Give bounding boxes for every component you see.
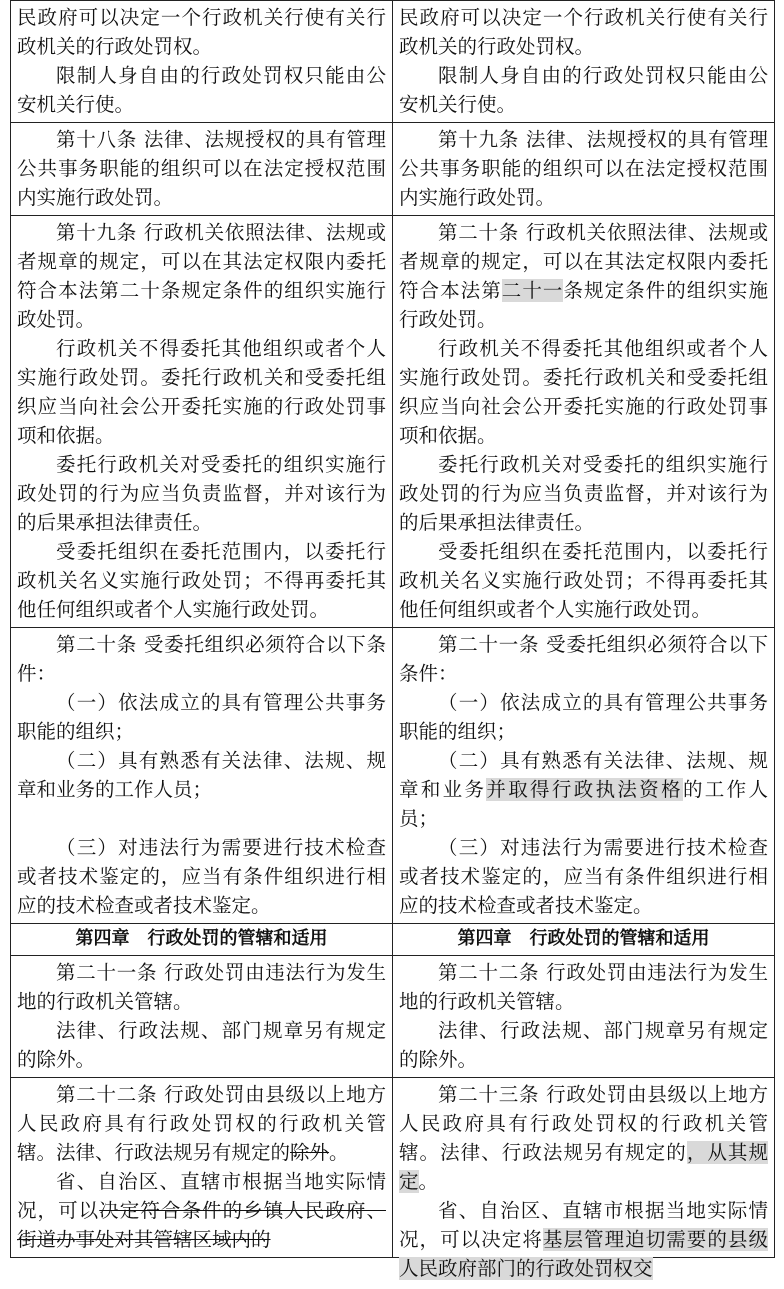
article-20-old-p2: （一）依法成立的具有管理公共事务职能的组织； xyxy=(17,691,386,743)
article-21-new-p2: （一）依法成立的具有管理公共事务职能的组织； xyxy=(399,691,768,743)
paragraph: 限制人身自由的行政处罚权只能由公安机关行使。 xyxy=(399,64,768,116)
text-span: 条规定条件的组织实施行政处罚。 xyxy=(399,279,768,331)
text-span: 省、自治区、直辖市根据当地实际情况，可以 xyxy=(17,1170,386,1222)
text-span: （二）具有熟悉有关法律、法规、规章和业务 xyxy=(399,749,768,801)
article-21-new-p4: （三）对违法行为需要进行技术检查或者技术鉴定的，应当有条件组织进行相应的技术检查或者技术鉴定。 xyxy=(399,836,768,917)
article-22-old-p2 xyxy=(17,1167,386,1254)
new-text-cell xyxy=(393,1,775,123)
table-row xyxy=(11,1,775,123)
highlighted-change: 基层管理迫切需要的县级人民政府部门的行政处罚权交 xyxy=(399,1228,768,1280)
deleted-text: 决定符合条件的乡镇人民政府、街道办事处对其管辖区域内的 xyxy=(17,1199,386,1251)
text-span: 。 xyxy=(329,1141,349,1164)
highlighted-change: ，从其规定 xyxy=(399,1141,768,1193)
old-text-cell xyxy=(11,123,393,216)
comparison-table-page xyxy=(10,0,775,1280)
article-21-old-p1: 第二十一条 行政处罚由违法行为发生地的行政机关管辖。 xyxy=(17,961,386,1013)
new-text-cell xyxy=(393,216,775,628)
clipped-paragraph xyxy=(399,1196,768,1280)
text-span: 第二十条 行政机关依照法律、法规或者规章的规定，可以在其法定权限内委托符合本法第 xyxy=(399,221,768,302)
article-19-new: 第十九条 法律、法规授权的具有管理公共事务职能的组织可以在法定授权范围内实施行政处罚。 xyxy=(399,128,768,209)
old-text-cell xyxy=(11,956,393,1078)
article-23-new-p1 xyxy=(399,1080,768,1196)
article-21-new-p1: 第二十一条 受委托组织必须符合以下条件： xyxy=(399,633,768,685)
highlighted-change: 并取得行政执法资格 xyxy=(486,778,683,801)
article-22-new-p2: 法律、行政法规、部门规章另有规定的除外。 xyxy=(399,1019,768,1071)
table-row xyxy=(11,628,775,924)
spacer xyxy=(17,804,386,833)
article-22-new-p1: 第二十二条 行政处罚由违法行为发生地的行政机关管辖。 xyxy=(399,961,768,1013)
chapter-heading-row xyxy=(11,924,775,956)
old-text-cell xyxy=(11,216,393,628)
text-span: 的工作人员； xyxy=(399,778,768,830)
article-19-old-p4: 受委托组织在委托范围内，以委托行政机关名义实施行政处罚；不得再委托其他任何组织或者个人实施行政处罚。 xyxy=(17,540,386,621)
article-21-new-p3 xyxy=(399,746,768,833)
table-row xyxy=(11,216,775,628)
article-20-old-p4: （三）对违法行为需要进行技术检查或者技术鉴定的，应当有条件组织进行相应的技术检查或者技术鉴定。 xyxy=(17,836,386,917)
text-span: 第二十三条 行政处罚由县级以上地方人民政府具有行政处罚权的行政机关管辖。法律、行政法规另有规定的 xyxy=(399,1083,768,1164)
article-20-old-p3: （二）具有熟悉有关法律、法规、规章和业务的工作人员； xyxy=(17,749,386,801)
paragraph: 民政府可以决定一个行政机关行使有关行政机关的行政处罚权。 xyxy=(17,6,386,58)
table-row xyxy=(11,1078,775,1258)
article-22-old-p1 xyxy=(17,1080,386,1167)
article-20-new-p1 xyxy=(399,218,768,334)
text-span: 省、自治区、直辖市根据当地实际情况，可以决定将 xyxy=(399,1199,768,1251)
old-text-cell xyxy=(11,1078,393,1258)
table-row xyxy=(11,956,775,1078)
paragraph: 民政府可以决定一个行政机关行使有关行政机关的行政处罚权。 xyxy=(399,6,768,58)
table-row xyxy=(11,123,775,216)
article-19-old-p3: 委托行政机关对受委托的组织实施行政处罚的行为应当负责监督，并对该行为的后果承担法律责任。 xyxy=(17,453,386,534)
text-span: 。 xyxy=(418,1170,439,1193)
chapter-heading-new: 第四章 行政处罚的管辖和适用 xyxy=(393,924,775,956)
new-text-cell xyxy=(393,628,775,924)
article-23-new-p2 xyxy=(399,1196,768,1283)
law-comparison-table xyxy=(10,0,775,1280)
old-text-cell xyxy=(11,1,393,123)
article-21-old-p2: 法律、行政法规、部门规章另有规定的除外。 xyxy=(17,1019,386,1071)
chapter-heading-old: 第四章 行政处罚的管辖和适用 xyxy=(11,924,393,956)
article-20-old-p1: 第二十条 受委托组织必须符合以下条件： xyxy=(17,633,386,685)
new-text-cell xyxy=(393,123,775,216)
clipped-paragraph xyxy=(17,1167,386,1251)
new-text-cell xyxy=(393,956,775,1078)
paragraph: 限制人身自由的行政处罚权只能由公安机关行使。 xyxy=(17,64,386,116)
article-19-old-p1: 第十九条 行政机关依照法律、法规或者规章的规定，可以在其法定权限内委托符合本法第二十条规定条件的组织实施行政处罚。 xyxy=(17,221,386,331)
text-span: 第二十二条 行政处罚由县级以上地方人民政府具有行政处罚权的行政机关管辖。法律、行政法规另有规定的 xyxy=(17,1083,386,1164)
highlighted-change: 二十一 xyxy=(501,279,564,302)
article-19-old-p2: 行政机关不得委托其他组织或者个人实施行政处罚。委托行政机关和受委托组织应当向社会公开委托实施的行政处罚事项和依据。 xyxy=(17,337,386,447)
deleted-text: 除外 xyxy=(290,1141,330,1164)
new-text-cell xyxy=(393,1078,775,1280)
article-20-new-p4: 受委托组织在委托范围内，以委托行政机关名义实施行政处罚；不得再委托其他任何组织或者个人实施行政处罚。 xyxy=(399,540,768,621)
article-20-new-p2: 行政机关不得委托其他组织或者个人实施行政处罚。委托行政机关和受委托组织应当向社会公开委托实施的行政处罚事项和依据。 xyxy=(399,337,768,447)
article-20-new-p3: 委托行政机关对受委托的组织实施行政处罚的行为应当负责监督，并对该行为的后果承担法律责任。 xyxy=(399,453,768,534)
old-text-cell xyxy=(11,628,393,924)
article-18-old: 第十八条 法律、法规授权的具有管理公共事务职能的组织可以在法定授权范围内实施行政处罚。 xyxy=(17,128,386,209)
